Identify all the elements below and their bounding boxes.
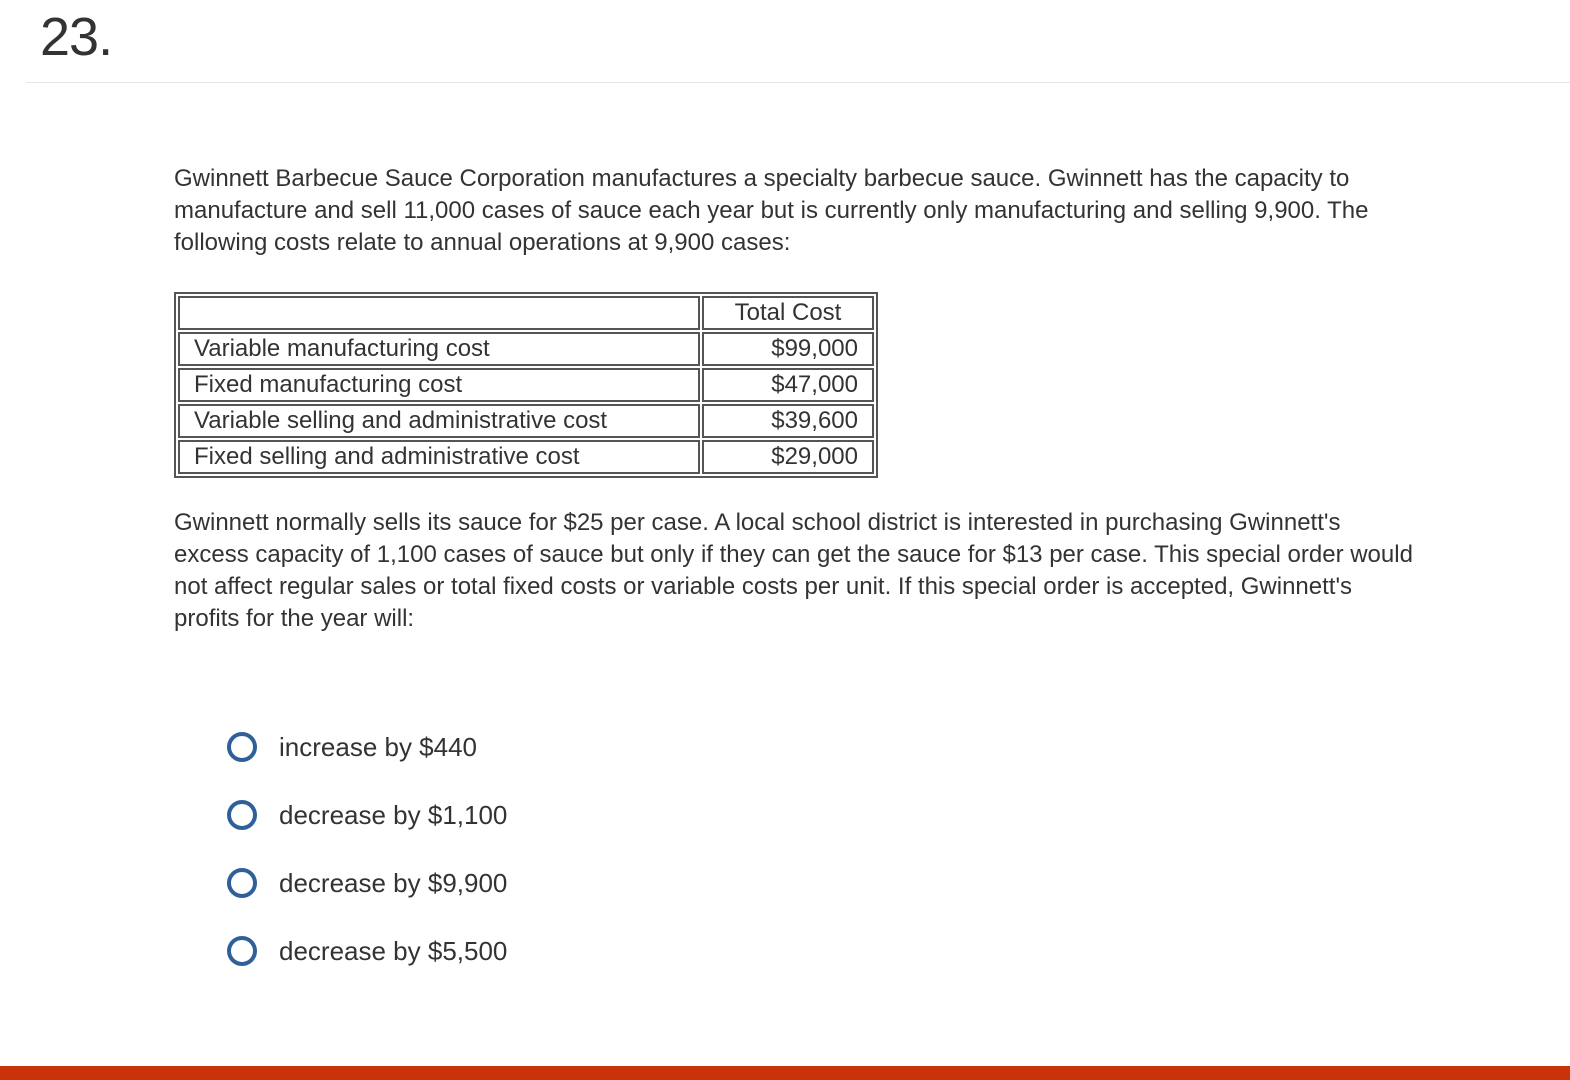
answer-option-4[interactable] bbox=[227, 917, 507, 985]
radio-button-1[interactable] bbox=[227, 732, 257, 762]
answer-option-label: decrease by $5,500 bbox=[279, 935, 508, 966]
footer-bar bbox=[0, 1066, 1570, 1080]
cost-value: $47,000 bbox=[702, 368, 874, 402]
cost-table bbox=[174, 292, 878, 478]
cost-value: $99,000 bbox=[702, 332, 874, 366]
cost-value: $29,000 bbox=[702, 440, 874, 474]
cost-table-header-row bbox=[178, 296, 874, 330]
answer-options bbox=[227, 713, 507, 985]
table-row bbox=[178, 368, 874, 402]
question-number: 23. bbox=[40, 7, 113, 67]
cost-label: Variable manufacturing cost bbox=[178, 332, 700, 366]
question-intro: Gwinnett Barbecue Sauce Corporation manufactures a specialty barbecue sauce. Gwinnett has the capacity to manufacture and sell 11,000 cases of sauce each year but is currently only manufacturing and selling 9,900. The following costs relate to annual operations at 9,900 cases: bbox=[174, 165, 1369, 256]
table-row bbox=[178, 440, 874, 474]
answer-option-2[interactable] bbox=[227, 781, 507, 849]
answer-option-3[interactable] bbox=[227, 849, 507, 917]
cost-label: Variable selling and administrative cost bbox=[178, 404, 700, 438]
answer-option-label: decrease by $1,100 bbox=[279, 799, 508, 830]
answer-option-label: increase by $440 bbox=[279, 731, 478, 762]
cost-value: $39,600 bbox=[702, 404, 874, 438]
header-divider bbox=[26, 82, 1570, 83]
answer-option-1[interactable] bbox=[227, 713, 507, 781]
table-row bbox=[178, 404, 874, 438]
cost-label: Fixed selling and administrative cost bbox=[178, 440, 700, 474]
answer-option-label: decrease by $9,900 bbox=[279, 867, 508, 898]
cost-table-header-total-cost: Total Cost bbox=[702, 296, 874, 330]
question-body: Gwinnett normally sells its sauce for $25 per case. A local school district is interested in purchasing Gwinnett's excess capacity of 1,100 cases of sauce but only if they can get the sauce for $13 per case. This special order would not affect regular sales or total fixed costs or variable costs per unit. If this special order is accepted, Gwinnett's profits for the year will: bbox=[174, 509, 1413, 632]
radio-button-2[interactable] bbox=[227, 800, 257, 830]
radio-button-3[interactable] bbox=[227, 868, 257, 898]
cost-table-header-label bbox=[178, 296, 700, 330]
radio-button-4[interactable] bbox=[227, 936, 257, 966]
cost-label: Fixed manufacturing cost bbox=[178, 368, 700, 402]
table-row bbox=[178, 332, 874, 366]
